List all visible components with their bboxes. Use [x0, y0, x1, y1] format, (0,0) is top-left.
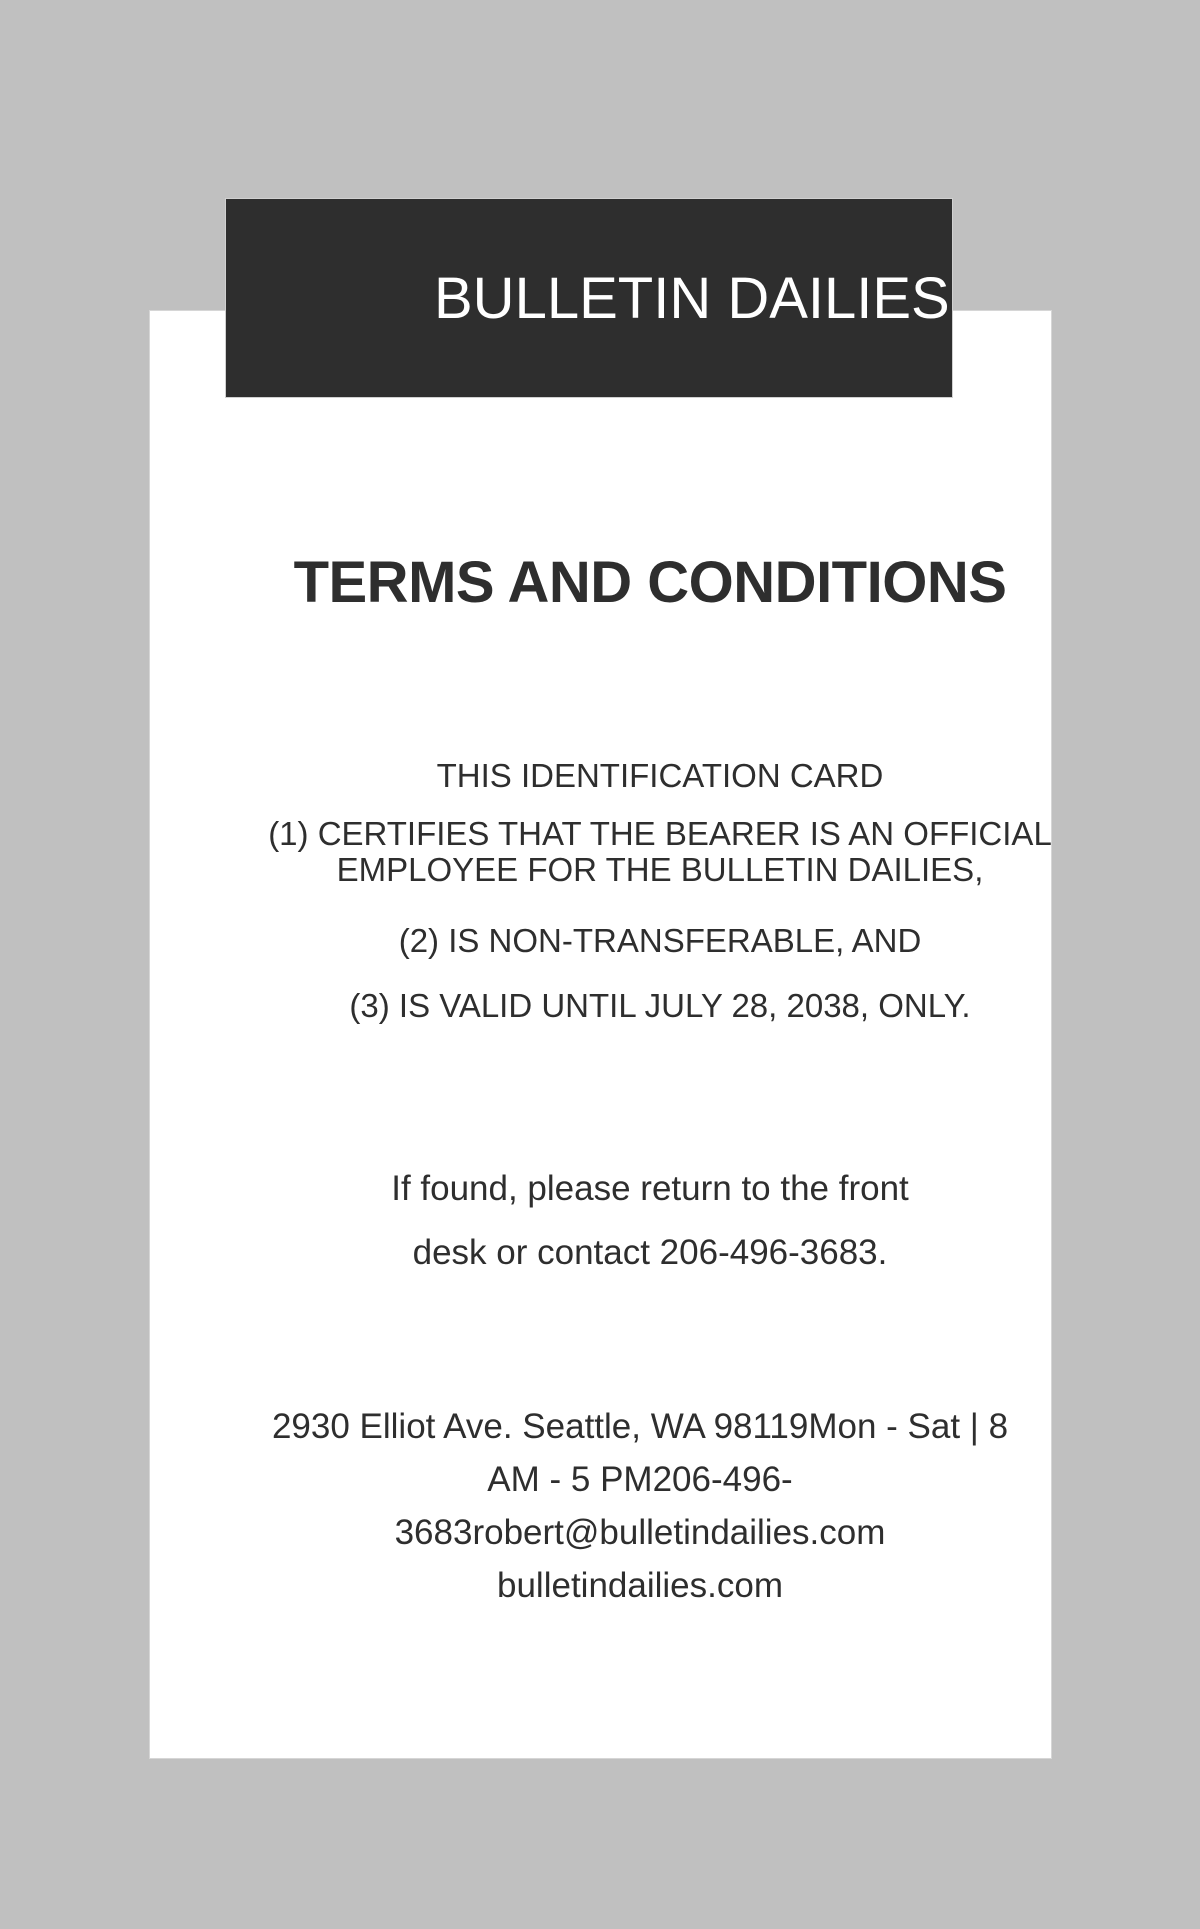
contact-info [230, 1400, 1050, 1612]
contact-line-address-hours: 2930 Elliot Ave. Seattle, WA 98119Mon - Sat | 8 [271, 1407, 1009, 1446]
page-title: TERMS AND CONDITIONS [293, 550, 1007, 615]
contact-line-hours-phone: AM - 5 PM206-496- [487, 1460, 793, 1499]
contact-line-website: bulletindailies.com [497, 1566, 783, 1605]
terms-item-2 [260, 917, 1060, 965]
terms-item-1-line-1: (1) CERTIFIES THAT THE BEARER IS AN OFFICIAL [268, 815, 1052, 852]
terms-item-1 [260, 816, 1060, 888]
lost-card-notice-line-1: If found, please return to the front [391, 1169, 909, 1208]
terms-item-3 [260, 982, 1060, 1030]
contact-line-phone-email: 3683robert@bulletindailies.com [394, 1513, 886, 1552]
terms-intro-text: THIS IDENTIFICATION CARD [436, 757, 884, 794]
lost-card-notice-line-2: desk or contact 206-496-3683. [412, 1233, 888, 1272]
terms-item-1-line-2: EMPLOYEE FOR THE BULLETIN DAILIES, [336, 851, 984, 888]
lost-card-notice [250, 1157, 1050, 1285]
brand-name: BULLETIN DAILIES [434, 266, 950, 331]
terms-item-2-text: (2) IS NON-TRANSFERABLE, AND [398, 922, 922, 959]
terms-item-3-text: (3) IS VALID UNTIL JULY 28, 2038, ONLY. [349, 987, 971, 1024]
terms-intro [260, 752, 1060, 800]
